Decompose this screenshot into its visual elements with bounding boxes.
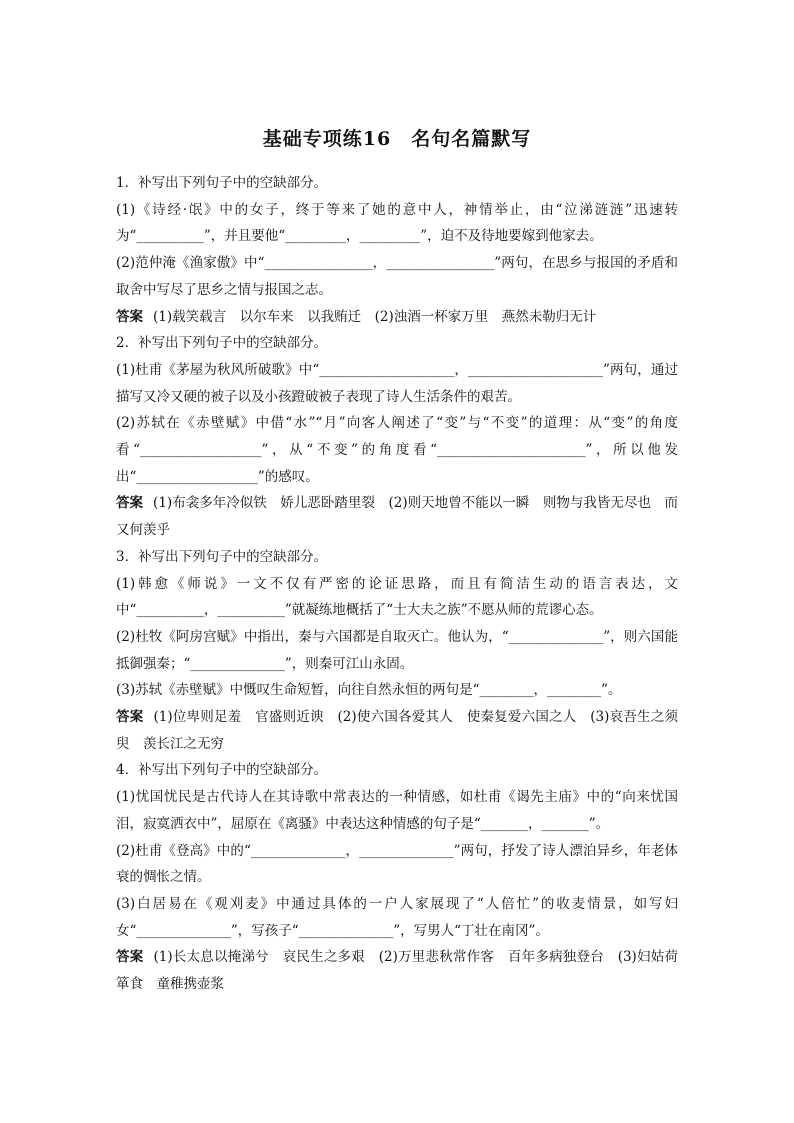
answer-label: 答案 (116, 495, 144, 512)
question-part: (3)苏轼《赤壁赋》中慨叹生命短暂，向往自然永恒的两句是“________，________”。 (116, 682, 622, 699)
answer-line (116, 490, 678, 543)
question-part: (1)忧国忧民是古代诗人在其诗歌中常表达的一种情感，如杜甫《谒先主庙》中的“向来忧国泪，寂寞洒衣中”，屈原在《离骚》中表达这种情感的句子是“_______，_______”。 (116, 789, 678, 832)
question-part: (1)韩愈《师说》一文不仅有严密的论证思路，而且有简洁生动的语言表达，文中“__________，__________”就凝练地概括了“士大夫之族”不愿从师的荒谬心态。 (116, 575, 678, 619)
question-part: (2)杜牧《阿房宫赋》中指出，秦与六国都是自取灭亡。他认为，“______________”，则六国能抵御强秦；“______________”，则秦可江山永固。 (116, 628, 678, 672)
answer-line (116, 304, 678, 331)
answer-text: (1)长太息以掩涕兮 哀民生之多艰 (2)万里悲秋常作客 百年多病独登台 (3)妇姑荷箪食 童稚携壶浆 (116, 949, 679, 993)
answer-text: (1)布衾多年冷似铁 娇儿恶卧踏里裂 (2)则天地曾不能以一瞬 则物与我皆无尽也 而又何羡乎 (116, 495, 679, 539)
document-body (116, 170, 678, 998)
answer-text: (1)载笑载言 以尔车来 以我贿迁 (2)浊酒一杯家万里 燕然未勒归无计 (153, 308, 597, 325)
answer-line (116, 704, 678, 757)
question-stem: 4．补写出下列句子中的空缺部分。 (116, 762, 328, 779)
question-part: (2)杜甫《登高》中的“______________，______________”两句，抒发了诗人漂泊异乡，年老体衰的惆怅之情。 (116, 842, 678, 886)
question-part: (2)苏轼在《赤壁赋》中借“水”“月”向客人阐述了“变”与“不变”的道理：从“变”的角度看“__________________”，从“不变”的角度看“______________________”，所以他发出“__________________”的感叹。 (116, 415, 678, 485)
answer-label: 答案 (116, 949, 144, 966)
question-stem: 3．补写出下列句子中的空缺部分。 (116, 548, 328, 565)
question-stem: 1．补写出下列句子中的空缺部分。 (116, 175, 328, 191)
question-part: (1)杜甫《茅屋为秋风所破歌》中“____________________，____________________”两句，通过描写又冷又硬的被子以及小孩蹬破被子表现了诗人生活条件的艰苦。 (116, 361, 678, 405)
question-part: (3)白居易在《观刈麦》中通过具体的一户人家展现了“人倍忙”的收麦情景，如写妇女“______________”，写孩子“______________”，写男人“丁壮在南冈”。 (116, 895, 678, 939)
page-title: 基础专项练16 名句名篇默写 (262, 128, 532, 150)
question-stem: 2．补写出下列句子中的空缺部分。 (116, 335, 328, 352)
answer-text: (1)位卑则足羞 官盛则近谀 (2)使六国各爱其人 使秦复爱六国之人 (3)哀吾生之须臾 羡长江之无穷 (116, 709, 679, 752)
answer-line (116, 944, 678, 997)
answer-label: 答案 (116, 709, 144, 726)
question-part: (1)《诗经·氓》中的女子，终于等来了她的意中人，神情举止，由“泣涕涟涟”迅速转为“__________”，并且要他“_________，_________”，迫不及待地要嫁到他家去。 (116, 201, 678, 245)
answer-label: 答案 (116, 308, 143, 325)
question-part: (2)范仲淹《渔家傲》中“________________，________________”两句，在思乡与报国的矛盾和取舍中写尽了思乡之情与报国之志。 (116, 255, 678, 298)
